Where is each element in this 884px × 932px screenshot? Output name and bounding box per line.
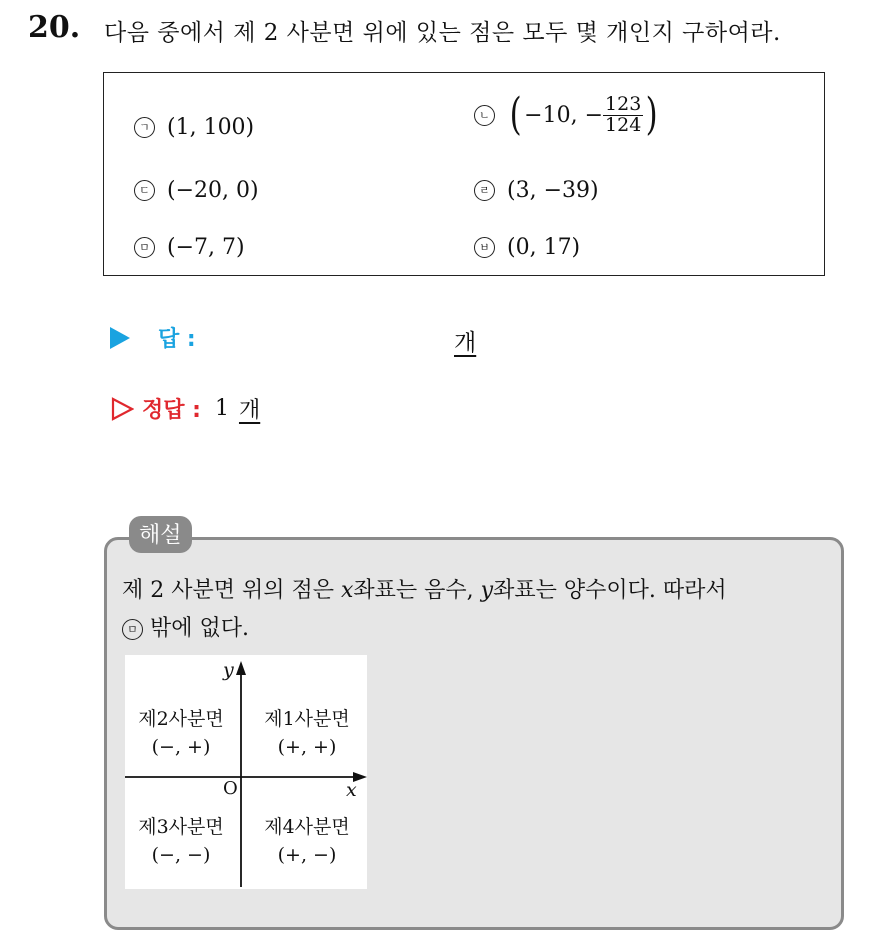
answer-row (110, 322, 196, 353)
circled-marker: ㄷ (134, 180, 155, 201)
answer-blank[interactable]: 개 (454, 330, 477, 356)
quadrant-1-label (251, 705, 363, 761)
choice-2 (474, 89, 660, 140)
quadrant-sign: (−, −) (151, 844, 211, 866)
choice-text: −10, − (524, 102, 604, 128)
left-paren: ( (509, 89, 522, 140)
quadrant-sign: (−, +) (151, 736, 211, 758)
quadrant-sign: (+, +) (277, 736, 337, 758)
outline-triangle-icon (110, 397, 134, 421)
solution-text (122, 572, 827, 648)
answer-label: 답 : (158, 327, 196, 352)
solution-text-part: 좌표는 음수, (353, 578, 481, 603)
choice-text: (−20, 0) (167, 178, 259, 203)
correct-value: 1 (214, 396, 229, 421)
solution-tab: 해설 (129, 516, 192, 553)
quadrant-name: 제4사분면 (264, 816, 350, 838)
correct-label: 정답 : (142, 398, 201, 423)
choice-text: (3, −39) (507, 178, 599, 203)
choice-4 (474, 178, 599, 203)
fraction-denominator: 124 (605, 113, 642, 136)
solution-text-part: 제 2 사분면 위의 점은 (122, 578, 341, 603)
choice-text: (0, 17) (507, 235, 581, 260)
quadrant-name: 제1사분면 (264, 708, 350, 730)
play-icon (110, 327, 130, 349)
choice-1 (134, 115, 254, 140)
choice-text: (1, 100) (167, 115, 255, 140)
fraction (603, 92, 643, 136)
choice-3 (134, 178, 259, 203)
choice-6 (474, 235, 580, 260)
quadrant-diagram (125, 655, 367, 889)
correct-unit: 개 (238, 398, 261, 423)
y-axis-label: y (223, 659, 234, 681)
quadrant-name: 제2사분면 (138, 708, 224, 730)
question-number: 20. (28, 10, 81, 45)
variable-y: y (480, 578, 494, 603)
circled-marker: ㅁ (134, 237, 155, 258)
quadrant-3-label (127, 813, 235, 869)
choice-text: (−7, 7) (167, 235, 245, 260)
circled-marker: ㄱ (134, 117, 155, 138)
quadrant-2-label (127, 705, 235, 761)
quadrant-sign: (+, −) (277, 844, 337, 866)
solution-text-part: 밖에 없다. (143, 616, 249, 641)
origin-label: O (223, 778, 238, 799)
question-text: 다음 중에서 제 2 사분면 위에 있는 점은 모두 몇 개인지 구하여라. (104, 20, 781, 46)
fraction-numerator: 123 (605, 92, 642, 115)
solution-text-part: 좌표는 양수이다. 따라서 (493, 578, 727, 603)
right-paren: ) (645, 89, 658, 140)
correct-answer-row (110, 393, 260, 424)
circled-marker: ㅂ (474, 237, 495, 258)
quadrant-name: 제3사분면 (138, 816, 224, 838)
choice-5 (134, 235, 245, 260)
quadrant-4-label (251, 813, 363, 869)
circled-marker: ㅁ (122, 619, 143, 640)
circled-marker: ㄴ (474, 105, 495, 126)
circled-marker: ㄹ (474, 180, 495, 201)
x-axis-label: x (346, 779, 357, 801)
choices-box (103, 72, 825, 276)
variable-x: x (340, 578, 354, 603)
